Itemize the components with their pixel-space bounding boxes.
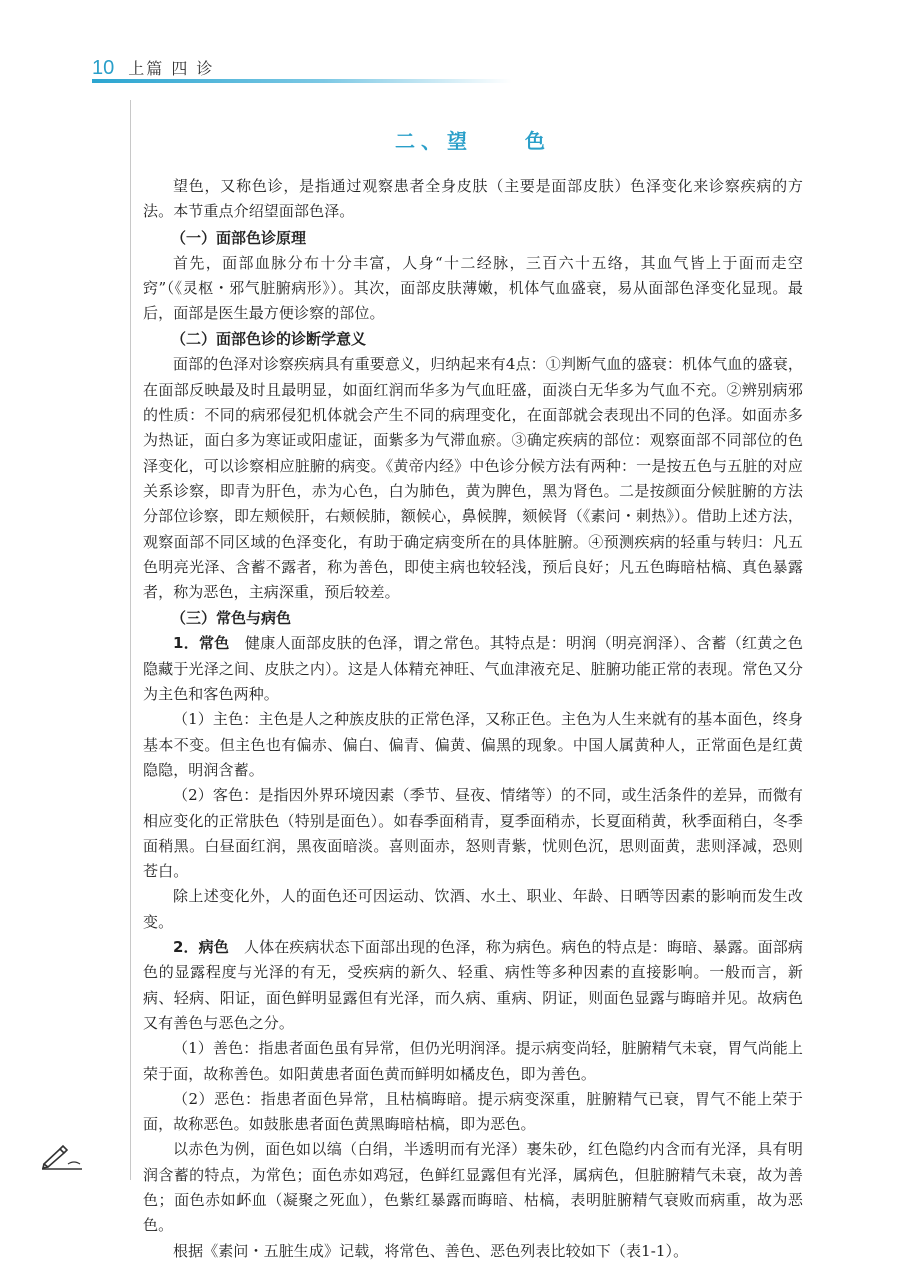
normal-color-paragraph [143,631,803,707]
guest-color-paragraph: （2）客色：是指因外界环境因素（季节、昼夜、情绪等）的不同，或生活条件的差异，而微有相应变化的正常肤色（特别是面色）。如春季面稍青，夏季面稍赤，长夏面稍黄，秋季面稍白，冬季面稍黑。白昼面红润，黑夜面暗淡。喜则面赤，怒则青紫，忧则色沉，思则面黄，悲则泽减，恐则苍白。 [143,786,803,881]
page-header [92,50,512,78]
normal-color-label: 1．常色 [173,634,230,653]
normal-color-text: 健康人面部皮肤的色泽，谓之常色。其特点是：明润（明亮润泽）、含蓄（红黄之色隐藏于光泽之间、皮肤之内）。这是人体精充神旺、气血津液充足、脏腑功能正常的表现。常色又分为主色和客色两种。 [143,634,803,704]
table-reference-paragraph: 根据《素问・五脏生成》记载，将常色、善色、恶色列表比较如下（表1-1）。 [173,1241,689,1260]
subsection-heading-1: （一）面部色诊原理 [171,228,307,247]
disease-color-text: 人体在疾病状态下面部出现的色泽，称为病色。病色的特点是：晦暗、暴露。面部病色的显露程度与光泽的有无，受疾病的新久、轻重、病性等多种因素的直接影响。一般而言，新病、轻病、阳证，面色鲜明显露但有光泽，而久病、重病、阴证，则面色显露与晦暗并见。故病色又有善色与恶色之分。 [143,938,803,1032]
page-body [143,125,803,1264]
main-color-paragraph: （1）主色：主色是人之种族皮肤的正常色泽，又称正色。主色为人生来就有的基本面色，终身基本不变。但主色也有偏赤、偏白、偏青、偏黄、偏黑的现象。中国人属黄种人，正常面色是红黄隐隐，明润含蓄。 [143,710,803,779]
section-title: 二、望 色 [395,129,551,153]
subsection-heading-2: （二）面部色诊的诊断学意义 [171,330,367,349]
disease-color-label: 2．病色 [173,938,229,957]
disease-color-paragraph [143,935,803,1036]
pen-icon [40,1140,84,1170]
intro-paragraph: 望色，又称色诊，是指通过观察患者全身皮肤（主要是面部皮肤）色泽变化来诊察疾病的方法。本节重点介绍望面部色泽。 [143,177,803,221]
bad-color-paragraph: （2）恶色：指患者面色异常，且枯槁晦暗。提示病变深重，脏腑精气已衰，胃气不能上荣于面，故称恶色。如鼓胀患者面色黄黑晦暗枯槁，即为恶色。 [143,1089,803,1134]
good-color-paragraph: （1）善色：指患者面色虽有异常，但仍光明润泽。提示病变尚轻，脏腑精气未衰，胃气尚能上荣于面，故称善色。如阳黄患者面色黄而鲜明如橘皮色，即为善色。 [143,1039,803,1083]
running-head: 上篇 四 诊 [128,59,215,79]
significance-paragraph: 面部的色泽对诊察疾病具有重要意义，归纳起来有4点：①判断气血的盛衰：机体气血的盛衰，在面部反映最及时且最明显，如面红润而华多为气血旺盛，面淡白无华多为气血不充。②辨别病邪的性质：不同的病邪侵犯机体就会产生不同的病理变化，在面部就会表现出不同的色泽。如面赤多为热证，面白多为寒证或阳虚证，面紫多为气滞血瘀。③确定疾病的部位：观察面部不同部位的色泽变化，可以诊察相应脏腑的病变。《黄帝内经》中色诊分候方法有两种：一是按五色与五脏的对应关系诊察，即青为肝色，赤为心色，白为肺色，黄为脾色，黑为肾色。二是按颜面分候脏腑的方法分部位诊察，即左颊候肝，右颊候肺，额候心，鼻候脾，颏候肾（《素问・刺热》）。借助上述方法，观察面部不同区域的色泽变化，有助于确定病变所在的具体脏腑。④预测疾病的轻重与转归：凡五色明亮光泽、含蓄不露者，称为善色，即使主病也较轻浅，预后良好；凡五色晦暗枯槁、真色暴露者，称为恶色，主病深重，预后较差。 [143,355,803,602]
other-factors-paragraph: 除上述变化外，人的面色还可因运动、饮酒、水土、职业、年龄、日晒等因素的影响而发生改变。 [143,887,803,931]
principle-paragraph: 首先，面部血脉分布十分丰富，人身“十二经脉，三百六十五络，其血气皆上于面而走空窍”（《灵枢・邪气脏腑病形》）。其次，面部皮肤薄嫩，机体气血盛衰，易从面部色泽变化显现。最后，面部是医生最方便诊察的部位。 [143,253,803,323]
header-rule [92,79,512,83]
red-example-paragraph: 以赤色为例，面色如以缟（白绢，半透明而有光泽）裹朱砂，红色隐约内含而有光泽，具有明润含蓄的特点，为常色；面色赤如鸡冠，色鲜红显露但有光泽，属病色，但脏腑精气未衰，故为善色；面色赤如衃血（凝聚之死血），色紫红暴露而晦暗、枯槁，表明脏腑精气衰败而病重，故为恶色。 [143,1140,803,1235]
margin-rule [130,100,131,1180]
page-number: 10 [92,57,115,79]
subsection-heading-3: （三）常色与病色 [171,609,292,628]
